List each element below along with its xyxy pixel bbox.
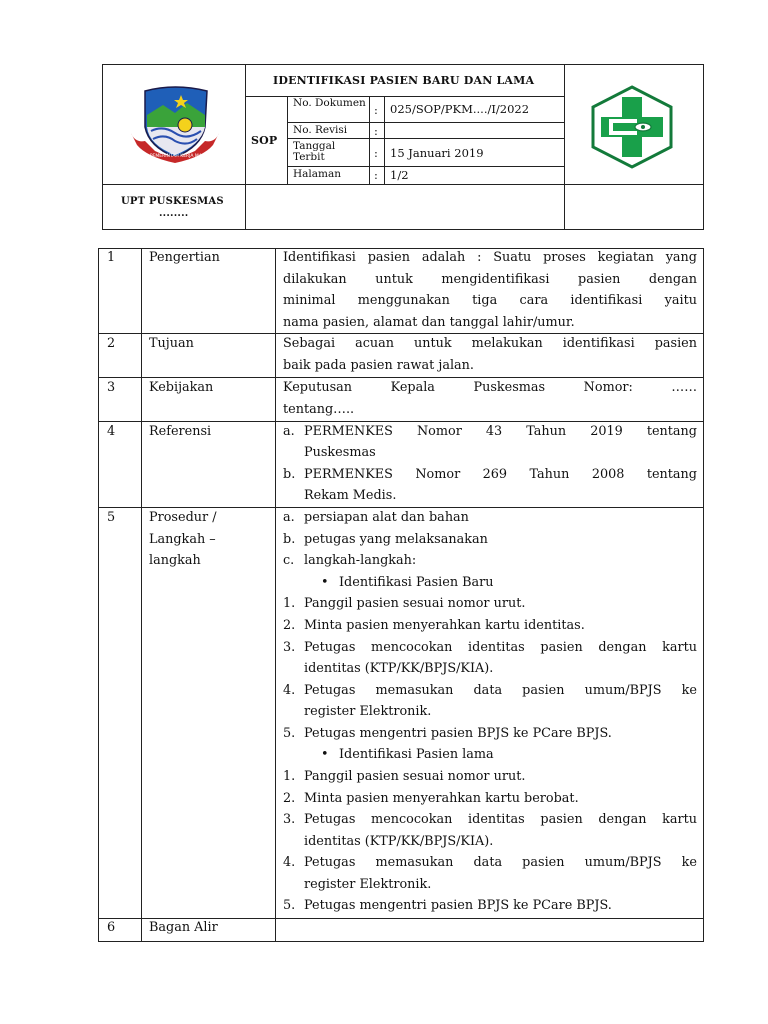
puskesmas-logo (587, 85, 677, 169)
row-label: Langkah – (149, 532, 216, 547)
row-label: Bagan Alir (149, 920, 218, 935)
unit-dots: ........ (159, 208, 189, 219)
row-text-line: minimal menggunakan tiga cara identifikasi yaitu (283, 293, 697, 308)
row-label: Pengertian (149, 250, 220, 265)
step-text: Minta pasien menyerahkan kartu identitas. (304, 618, 585, 633)
field-separator: : (374, 103, 378, 117)
row-text-line: baik pada pasien rawat jalan. (283, 358, 474, 373)
svg-text:LOGO PEMERINTAH KERJA MANDIRI: LOGO PEMERINTAH KERJA MANDIRI (135, 154, 215, 159)
step-marker: 3. (283, 640, 296, 655)
step-text: register Elektronik. (304, 877, 432, 892)
row-number: 5 (107, 510, 116, 525)
row-text-line: tentang….. (283, 402, 355, 417)
list-marker: a. (283, 424, 295, 439)
field-label-halaman: Halaman (293, 168, 342, 180)
list-marker: c. (283, 553, 295, 568)
header-divider (384, 96, 385, 184)
section-heading: Identifikasi Pasien Baru (339, 575, 494, 590)
step-marker: 4. (283, 855, 296, 870)
step-text: Panggil pasien sesuai nomor urut. (304, 596, 526, 611)
row-number: 6 (107, 920, 116, 935)
bullet-icon: • (321, 747, 329, 762)
row-text-line: Identifikasi pasien adalah : Suatu proses kegiatan yang (283, 250, 697, 265)
header-divider (287, 96, 288, 184)
step-text: Petugas mengentri pasien BPJS ke PCare BPJS. (304, 898, 612, 913)
step-text: identitas (KTP/KK/BPJS/KIA). (304, 834, 494, 849)
row-label: Kebijakan (149, 380, 214, 395)
row-label: Prosedur / (149, 510, 217, 525)
list-marker: b. (283, 532, 296, 547)
bullet-icon: • (321, 575, 329, 590)
row-label: Referensi (149, 424, 212, 439)
step-text: Petugas memasukan data pasien umum/BPJS ke (304, 855, 697, 870)
row-number: 1 (107, 250, 116, 265)
section-heading: Identifikasi Pasien lama (339, 747, 494, 762)
row-text-line: Sebagai acuan untuk melakukan identifikasi pasien (283, 336, 697, 351)
table-column-divider (275, 249, 276, 941)
list-item: PERMENKES Nomor 43 Tahun 2019 tentang (304, 424, 697, 439)
step-marker: 3. (283, 812, 296, 827)
document-title: IDENTIFIKASI PASIEN BARU DAN LAMA (273, 74, 535, 87)
step-text: Petugas mengentri pasien BPJS ke PCare BPJS. (304, 726, 612, 741)
header-divider (287, 166, 564, 167)
field-label-tanggal-terbit: Tanggal Terbit (293, 140, 336, 163)
step-marker: 5. (283, 898, 296, 913)
header-divider (287, 122, 564, 123)
row-text-line: dilakukan untuk mengidentifikasi pasien dengan (283, 272, 697, 287)
list-marker: b. (283, 467, 296, 482)
step-text: register Elektronik. (304, 704, 432, 719)
list-item: persiapan alat dan bahan (304, 510, 469, 525)
step-marker: 1. (283, 769, 296, 784)
unit-label: UPT PUSKESMAS (121, 196, 224, 207)
field-label-no-revisi: No. Revisi (293, 124, 348, 136)
step-text: Petugas mencocokan identitas pasien dengan kartu (304, 812, 697, 827)
step-text: identitas (KTP/KK/BPJS/KIA). (304, 661, 494, 676)
row-label: langkah (149, 553, 201, 568)
header-divider (287, 138, 564, 139)
list-item: PERMENKES Nomor 269 Tahun 2008 tentang (304, 467, 697, 482)
step-marker: 2. (283, 791, 296, 806)
list-item: langkah-langkah: (304, 553, 417, 568)
row-number: 3 (107, 380, 116, 395)
field-value-no-dokumen: 025/SOP/PKM..../I/2022 (390, 102, 530, 116)
step-marker: 2. (283, 618, 296, 633)
field-value-halaman: 1/2 (390, 168, 409, 182)
field-value-tanggal-terbit: 15 Januari 2019 (390, 146, 484, 160)
field-separator: : (374, 124, 378, 138)
step-text: Panggil pasien sesuai nomor urut. (304, 769, 526, 784)
row-number: 2 (107, 336, 116, 351)
step-text: Petugas mencocokan identitas pasien dengan kartu (304, 640, 697, 655)
row-number: 4 (107, 424, 116, 439)
field-separator: : (374, 168, 378, 182)
list-marker: a. (283, 510, 295, 525)
field-separator: : (374, 146, 378, 160)
step-marker: 5. (283, 726, 296, 741)
table-column-divider (141, 249, 142, 941)
list-item: Puskesmas (304, 445, 376, 460)
step-marker: 4. (283, 683, 296, 698)
header-divider (245, 65, 246, 229)
regional-emblem-logo (125, 85, 225, 165)
sop-content-table (98, 248, 704, 942)
step-text: Minta pasien menyerahkan kartu berobat. (304, 791, 579, 806)
header-table (102, 64, 704, 230)
step-marker: 1. (283, 596, 296, 611)
list-item: petugas yang melaksanakan (304, 532, 488, 547)
row-text-line: nama pasien, alamat dan tanggal lahir/umur. (283, 315, 575, 330)
row-text-line: Keputusan Kepala Puskesmas Nomor: …… (283, 380, 697, 395)
step-text: Petugas memasukan data pasien umum/BPJS ke (304, 683, 697, 698)
header-divider (369, 96, 370, 184)
field-label-no-dokumen: No. Dokumen (293, 97, 366, 109)
header-divider (564, 65, 565, 229)
header-divider (103, 184, 703, 185)
row-label: Tujuan (149, 336, 194, 351)
list-item: Rekam Medis. (304, 488, 397, 503)
sop-label: SOP (251, 134, 278, 147)
